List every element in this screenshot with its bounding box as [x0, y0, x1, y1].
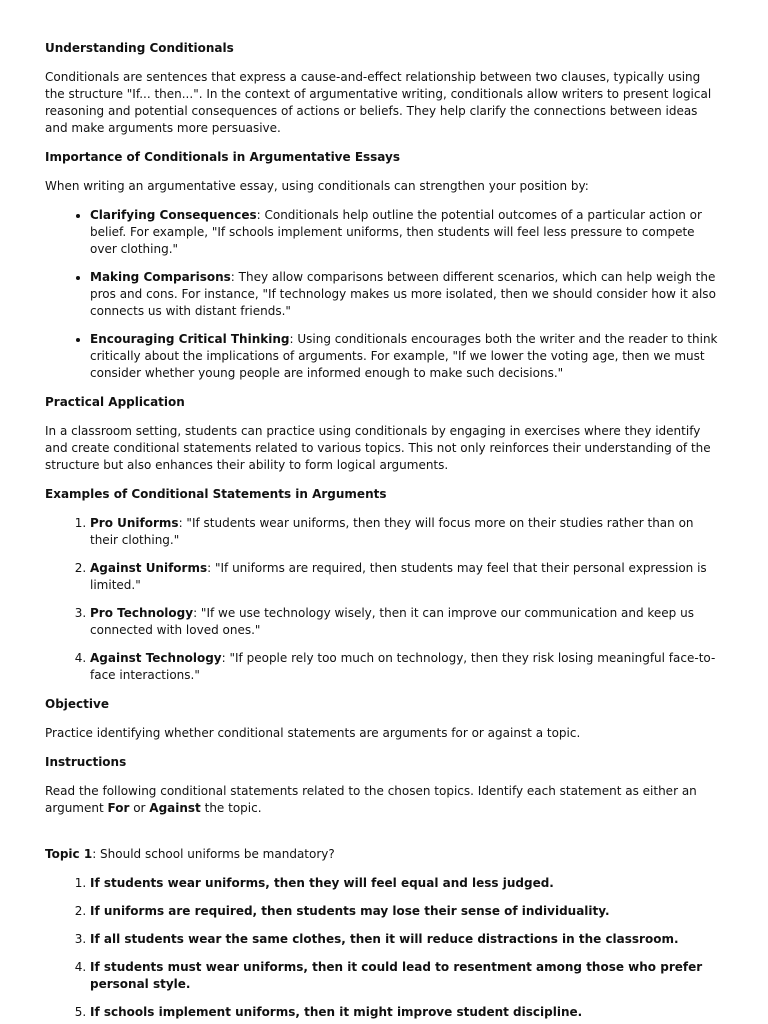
spacer	[45, 829, 723, 846]
example-item	[90, 605, 723, 639]
objective-paragraph: Practice identifying whether conditional statements are arguments for or against a topic.	[45, 726, 581, 740]
bullet-item	[90, 207, 723, 258]
example-term: Pro Technology	[90, 606, 194, 620]
example-term: Against Technology	[90, 651, 222, 665]
statement-item	[90, 1004, 723, 1021]
example-text: : "If we use technology wisely, then it can improve our communication and keep us connected with loved ones."	[90, 606, 694, 637]
examples-heading: Examples of Conditional Statements in Arguments	[45, 487, 387, 501]
topic1-question: : Should school uniforms be mandatory?	[92, 847, 335, 861]
instructions-text-before: Read the following conditional statements related to the chosen topics. Identify each statement as either an argument	[45, 784, 697, 815]
importance-bullet-list	[45, 207, 723, 382]
practical-heading: Practical Application	[45, 395, 185, 409]
example-term: Against Uniforms	[90, 561, 208, 575]
topic1-line	[45, 846, 723, 863]
example-item	[90, 515, 723, 549]
bullet-text: : Using conditionals encourages both the writer and the reader to think critically about the implications of arguments. For example, "If we lower the voting age, then we must consider whether young people are informed enough to make such decisions."	[90, 332, 718, 380]
objective-heading: Objective	[45, 697, 109, 711]
example-text: : "If uniforms are required, then students may feel that their personal expression is limited."	[90, 561, 707, 592]
statement-item	[90, 931, 723, 948]
importance-lead: When writing an argumentative essay, using conditionals can strengthen your position by:	[45, 179, 589, 193]
importance-heading: Importance of Conditionals in Argumentative Essays	[45, 150, 400, 164]
intro-paragraph: Conditionals are sentences that express a cause-and-effect relationship between two clauses, typically using the structure "If... then...". In the context of argumentative writing, conditionals allow writers to present logical reasoning and potential consequences of actions or beliefs. They help clarify the connections between ideas and make arguments more persuasive.	[45, 70, 712, 135]
instructions-heading: Instructions	[45, 755, 127, 769]
bullet-term: Encouraging Critical Thinking	[90, 332, 290, 346]
practical-paragraph: In a classroom setting, students can practice using conditionals by engaging in exercises where they identify and create conditional statements related to various topics. This not only reinforces their understanding of the structure but also enhances their ability to form logical arguments.	[45, 424, 711, 472]
instructions-paragraph	[45, 783, 723, 817]
instructions-against: Against	[149, 801, 201, 815]
instructions-text-after: the topic.	[200, 801, 262, 815]
topic1-label: Topic 1	[45, 847, 93, 861]
statement-item	[90, 875, 723, 892]
document-title: Understanding Conditionals	[45, 41, 234, 55]
statement-text: If students wear uniforms, then they will feel equal and less judged.	[90, 876, 554, 890]
statement-text: If all students wear the same clothes, then it will reduce distractions in the classroom.	[90, 932, 679, 946]
bullet-item	[90, 269, 723, 320]
statement-item	[90, 903, 723, 920]
instructions-for: For	[107, 801, 130, 815]
statement-text: If students must wear uniforms, then it could lead to resentment among those who prefer personal style.	[90, 960, 703, 991]
statement-item	[90, 959, 723, 993]
bullet-term: Making Comparisons	[90, 270, 231, 284]
example-text: : "If students wear uniforms, then they will focus more on their studies rather than on their clothing."	[90, 516, 694, 547]
example-item	[90, 560, 723, 594]
topic1-statements-list	[45, 875, 723, 1021]
statement-text: If uniforms are required, then students may lose their sense of individuality.	[90, 904, 610, 918]
bullet-text: : Conditionals help outline the potential outcomes of a particular action or belief. For example, "If schools implement uniforms, then students will feel less pressure to compete over clothing."	[90, 208, 702, 256]
bullet-item	[90, 331, 723, 382]
bullet-text: : They allow comparisons between different scenarios, which can help weigh the pros and cons. For instance, "If technology makes us more isolated, then we should consider how it also connects us with distant friends."	[90, 270, 716, 318]
instructions-or: or	[129, 801, 150, 815]
statement-text: If schools implement uniforms, then it might improve student discipline.	[90, 1005, 583, 1019]
example-item	[90, 650, 723, 684]
example-text: : "If people rely too much on technology, then they risk losing meaningful face-to-face interactions."	[90, 651, 716, 682]
bullet-term: Clarifying Consequences	[90, 208, 257, 222]
example-term: Pro Uniforms	[90, 516, 179, 530]
examples-list	[45, 515, 723, 684]
